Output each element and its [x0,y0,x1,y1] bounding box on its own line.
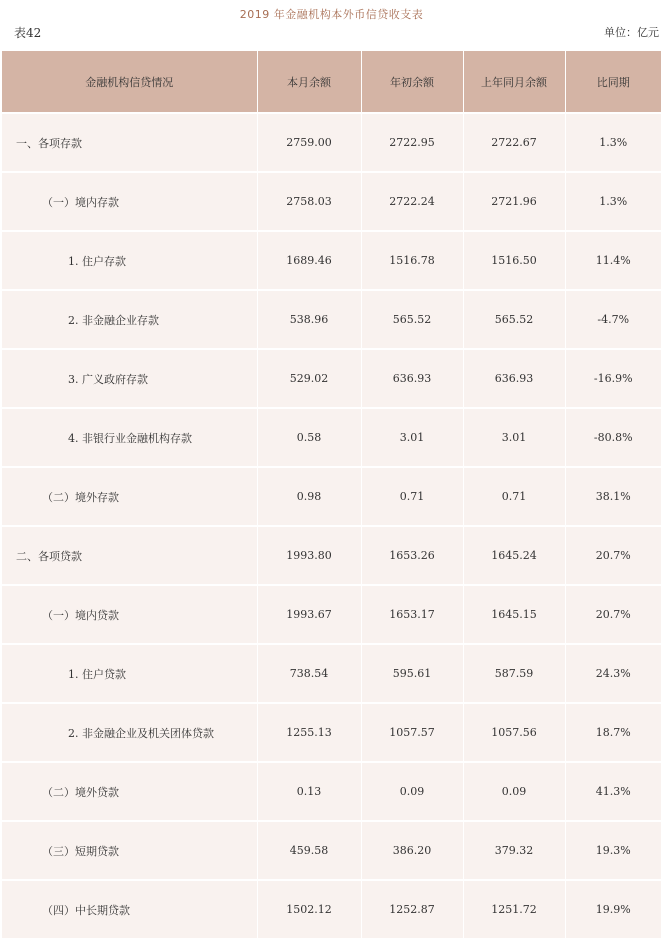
table-row [2,290,661,349]
credit-table [2,51,661,940]
cell-current-balance: 1255.13 [257,703,361,762]
cell-start-balance: 1252.87 [361,880,463,939]
cell-current-balance: 529.02 [257,349,361,408]
cell-last-year-balance: 587.59 [463,644,565,703]
cell-last-year-balance: 0.09 [463,762,565,821]
cell-start-balance: 565.52 [361,290,463,349]
row-label: （二）境外存款 [2,467,257,526]
cell-yoy: 1.3% [565,172,661,231]
table-row [2,408,661,467]
cell-current-balance: 1689.46 [257,231,361,290]
cell-start-balance: 386.20 [361,821,463,880]
cell-yoy: 20.7% [565,585,661,644]
cell-start-balance: 1516.78 [361,231,463,290]
row-label: 4. 非银行业金融机构存款 [2,408,257,467]
cell-current-balance: 1502.12 [257,880,361,939]
row-label: （一）境内存款 [2,172,257,231]
cell-start-balance: 595.61 [361,644,463,703]
table-row [2,762,661,821]
row-label: （二）境外贷款 [2,762,257,821]
cell-yoy: 11.4% [565,231,661,290]
row-label: （四）中长期贷款 [2,880,257,939]
cell-current-balance: 2758.03 [257,172,361,231]
unit-label: 单位：亿元 [604,26,659,39]
row-label: （一）境内贷款 [2,585,257,644]
cell-last-year-balance: 1645.24 [463,526,565,585]
table-row [2,703,661,762]
cell-current-balance: 0.58 [257,408,361,467]
row-label: 二、各项贷款 [2,526,257,585]
row-label: 2. 非金融企业及机关团体贷款 [2,703,257,762]
table-number: 表42 [14,26,42,40]
cell-start-balance: 2722.95 [361,113,463,172]
cell-start-balance: 2722.24 [361,172,463,231]
header-current-balance: 本月余额 [257,51,361,113]
cell-current-balance: 2759.00 [257,113,361,172]
cell-start-balance: 3.01 [361,408,463,467]
cell-last-year-balance: 1645.15 [463,585,565,644]
cell-start-balance: 1653.26 [361,526,463,585]
table-row [2,644,661,703]
table-row [2,821,661,880]
cell-current-balance: 459.58 [257,821,361,880]
cell-current-balance: 738.54 [257,644,361,703]
cell-last-year-balance: 565.52 [463,290,565,349]
cell-yoy: -80.8% [565,408,661,467]
cell-yoy: 41.3% [565,762,661,821]
cell-start-balance: 1057.57 [361,703,463,762]
cell-yoy: 20.7% [565,526,661,585]
header-start-balance: 年初余额 [361,51,463,113]
row-label: 2. 非金融企业存款 [2,290,257,349]
row-label: 一、各项存款 [2,113,257,172]
cell-current-balance: 0.98 [257,467,361,526]
cell-yoy: 19.9% [565,880,661,939]
cell-yoy: 18.7% [565,703,661,762]
table-row [2,113,661,172]
cell-start-balance: 1653.17 [361,585,463,644]
cell-start-balance: 0.71 [361,467,463,526]
document-title: 2019 年金融机构本外币信贷收支表 [239,8,424,21]
cell-current-balance: 1993.67 [257,585,361,644]
row-label: 1. 住户存款 [2,231,257,290]
cell-yoy: 24.3% [565,644,661,703]
header-last-year-balance: 上年同月余额 [463,51,565,113]
cell-current-balance: 0.13 [257,762,361,821]
cell-yoy: -4.7% [565,290,661,349]
row-label: 3. 广义政府存款 [2,349,257,408]
cell-start-balance: 636.93 [361,349,463,408]
table-row [2,349,661,408]
cell-yoy: 19.3% [565,821,661,880]
cell-start-balance: 0.09 [361,762,463,821]
cell-current-balance: 538.96 [257,290,361,349]
cell-yoy: 38.1% [565,467,661,526]
row-label: （三）短期贷款 [2,821,257,880]
table-row [2,526,661,585]
cell-last-year-balance: 2722.67 [463,113,565,172]
cell-last-year-balance: 1516.50 [463,231,565,290]
header-item: 金融机构信贷情况 [2,51,257,113]
cell-last-year-balance: 1251.72 [463,880,565,939]
table-row [2,880,661,939]
header-yoy: 比同期 [565,51,661,113]
cell-yoy: -16.9% [565,349,661,408]
table-header [2,51,661,113]
header-row [2,51,661,113]
cell-last-year-balance: 0.71 [463,467,565,526]
cell-last-year-balance: 2721.96 [463,172,565,231]
cell-last-year-balance: 1057.56 [463,703,565,762]
row-label: 1. 住户贷款 [2,644,257,703]
table-body [2,113,661,939]
cell-yoy: 1.3% [565,113,661,172]
cell-current-balance: 1993.80 [257,526,361,585]
table-row [2,467,661,526]
table-row [2,172,661,231]
cell-last-year-balance: 636.93 [463,349,565,408]
table-row [2,585,661,644]
table-row [2,231,661,290]
cell-last-year-balance: 379.32 [463,821,565,880]
cell-last-year-balance: 3.01 [463,408,565,467]
